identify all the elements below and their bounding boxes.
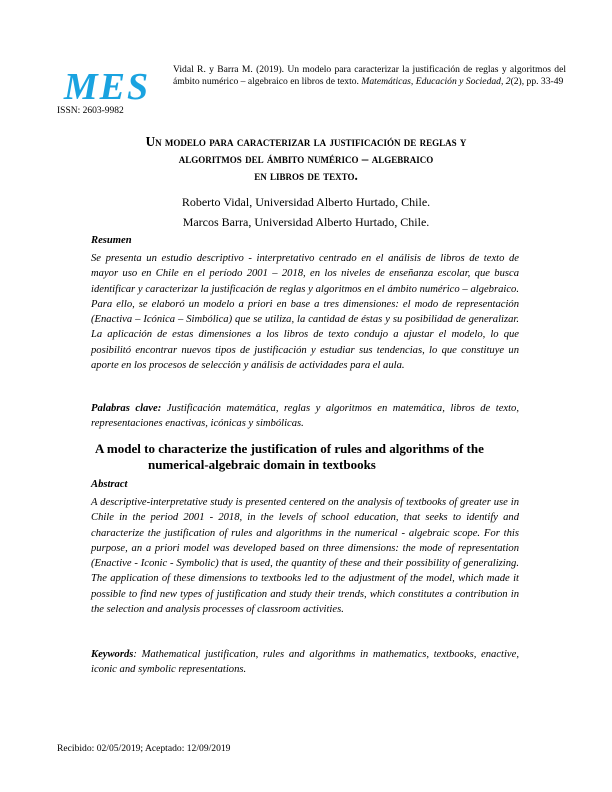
title-line-3: en libros de texto. [254, 168, 358, 183]
citation-text: Vidal R. y Barra M. (2019). Un modelo para caracterizar la justificación de reglas y algoritmos del ámbito numérico – algebraico en libros de texto. [173, 64, 566, 87]
palabras-text: Justificación matemática, reglas y algoritmos en matemática, libros de texto, representaciones enactivas, icónicas y simbólicas. [91, 403, 519, 430]
english-title [95, 441, 535, 473]
citation-journal: Matemáticas, Educación y Sociedad, [361, 76, 504, 87]
keywords [91, 647, 519, 678]
author-1: Roberto Vidal, Universidad Alberto Hurtado, Chile. [181, 195, 431, 209]
palabras-clave [91, 401, 519, 432]
abstract-heading: Abstract [91, 479, 128, 490]
abstract-text: A descriptive-interpretative study is presented centered on the analysis of textbooks of greater use in Chile in the period 2001 - 2018, in the levels of school education, that seeks to identify and characterize the justification of rules and algorithms in the numerical - algebraic scope. For this purpose, an a priori model was developed based on three dimensions: the mode of representation (Enactive - Iconic - Symbolic) that is used, the quantity of these and their possibility of generalizing. The application of these dimensions to textbooks led to the adjustment of the model, which made it possible to find new types of justification and study their trends, which constitutes a contribution in the selection and analysis processes of classroom activities. [91, 497, 519, 616]
paper-title [40, 133, 572, 184]
english-title-line-2: numerical-algebraic domain in textbooks [148, 457, 376, 472]
logo-text: MES [63, 68, 151, 106]
citation [173, 64, 566, 88]
journal-logo [57, 68, 157, 106]
english-title-line-1: A model to characterize the justification of rules and algorithms of the [95, 441, 484, 456]
received-date: Recibido: 02/05/2019; Aceptado: 12/09/2019 [57, 743, 231, 754]
issn: ISSN: 2603-9982 [57, 106, 124, 116]
title-line-1: Un modelo para caracterizar la justificación de reglas y [145, 134, 467, 149]
resumen-text: Se presenta un estudio descriptivo - interpretativo centrado en el análisis de libros de texto de mayor uso en Chile en el período 2001 – 2018, en los niveles de enseñanza escolar, que busca identificar y caracterizar la justificación de reglas y algoritmos en el ámbito numérico – algebraico. Para ello, se elaboró un modelo a priori en base a tres dimensiones: el modo de representación (Enactiva – Icónica – Simbólica) que se utiliza, la cantidad de éstas y su posibilidad de generalizar. La aplicación de estas dimensiones a los libros de texto condujo a ajustar el modelo, lo que posibilitó encontrar nuevos tipos de justificación y estudiar sus tendencias, lo que constituye un aporte en los procesos de selección y análisis de actividades para el aula. [91, 253, 519, 372]
keywords-label: Keywords [91, 649, 134, 660]
keywords-text: : Mathematical justification, rules and algorithms in mathematics, textbooks, enactive, iconic and symbolic representations. [91, 649, 519, 676]
citation-pages: (2), pp. 33-49 [510, 76, 564, 87]
author-2: Marcos Barra, Universidad Alberto Hurtado, Chile. [182, 215, 430, 229]
citation-volume: 2 [505, 76, 511, 87]
resumen-heading: Resumen [91, 235, 132, 246]
title-line-2: algoritmos del ámbito numérico – algebraico [178, 151, 434, 166]
palabras-label: Palabras clave: [91, 403, 162, 414]
